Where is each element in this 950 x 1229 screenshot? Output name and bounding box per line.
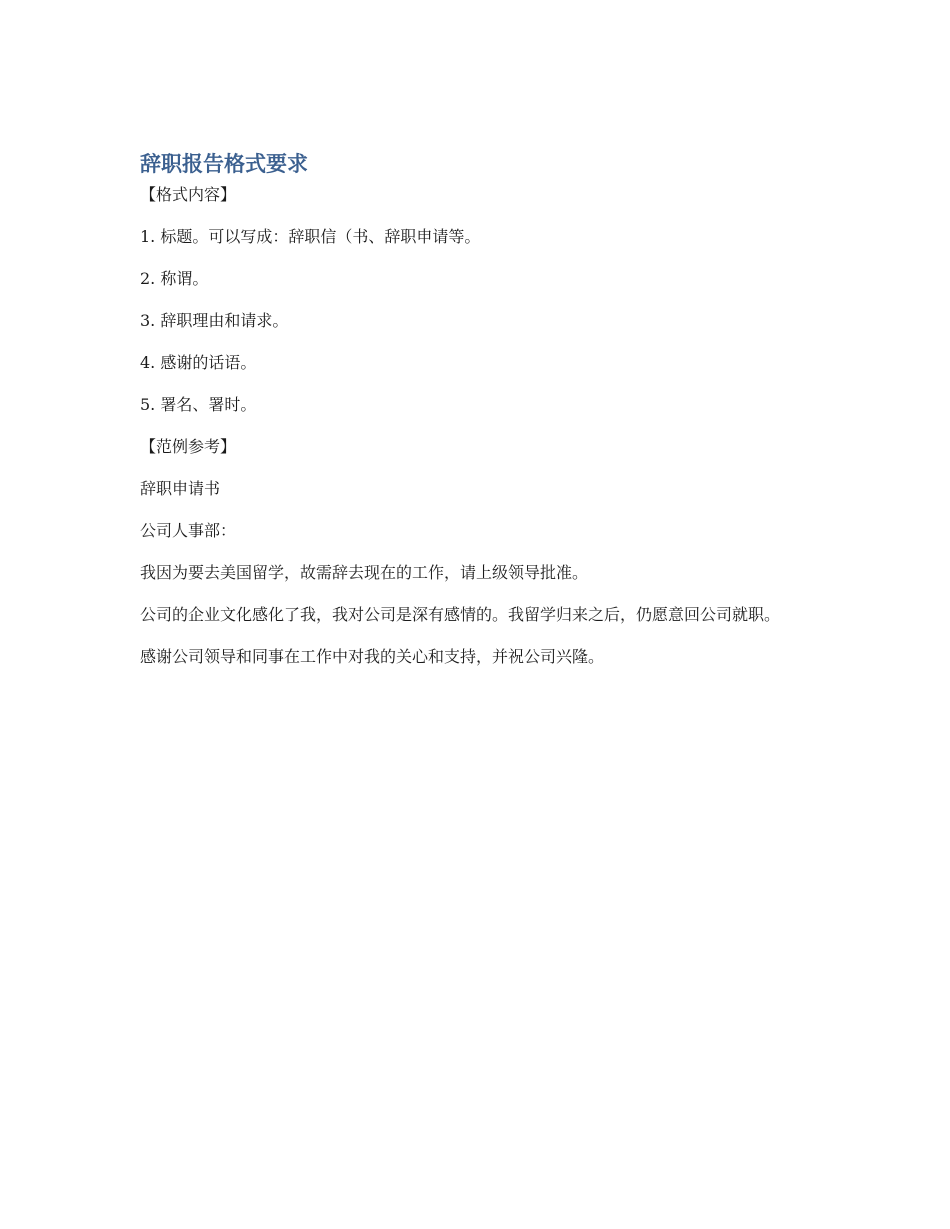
example-salutation: 公司人事部： <box>140 521 237 540</box>
example-body-paragraph: 我因为要去美国留学，故需辞去现在的工作，请上级领导批准。 <box>140 563 589 582</box>
example-closing-paragraph: 感谢公司领导和同事在工作中对我的关心和支持，并祝公司兴隆。 <box>140 647 605 666</box>
list-item-signature: 5. 署名、署时。 <box>140 395 257 414</box>
list-item-title: 1. 标题。可以写成：辞职信（书、辞职申请等。 <box>140 227 481 246</box>
example-body-paragraph: 公司的企业文化感化了我，我对公司是深有感情的。我留学归来之后，仍愿意回公司就职。 <box>140 605 781 624</box>
list-item-reason: 3. 辞职理由和请求。 <box>140 311 289 330</box>
section-heading-format: 【格式内容】 <box>140 185 237 204</box>
example-letter-title: 辞职申请书 <box>140 479 221 498</box>
document-title: 辞职报告格式要求 <box>140 152 308 176</box>
list-item-thanks: 4. 感谢的话语。 <box>140 353 257 372</box>
list-item-salutation: 2. 称谓。 <box>140 269 209 288</box>
document-body <box>140 150 810 686</box>
section-heading-example: 【范例参考】 <box>140 437 237 456</box>
